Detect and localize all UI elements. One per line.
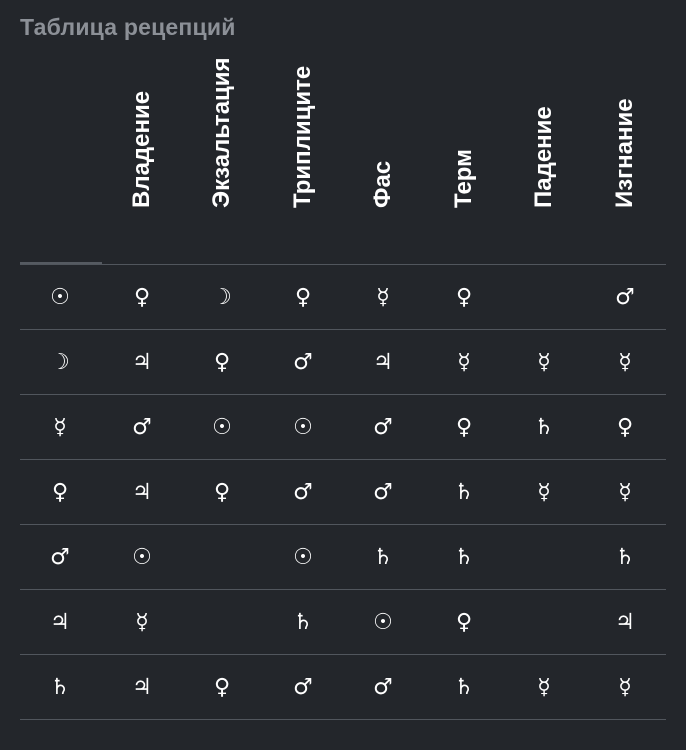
jupiter-icon: ♃ — [50, 609, 70, 635]
table-cell: ♄ — [293, 609, 313, 635]
table-header — [0, 57, 686, 264]
mercury-icon: ☿ — [53, 414, 67, 440]
mars-icon: ♂ — [50, 544, 70, 570]
table-cell: ♂ — [293, 674, 313, 700]
col-header-label: Фас — [369, 160, 396, 208]
table-cell: ♂ — [373, 414, 393, 440]
table-cell: ♀ — [213, 479, 231, 505]
table-cell: ♃ — [132, 349, 152, 375]
table-row — [20, 394, 666, 459]
table-cell: ♄ — [454, 479, 474, 505]
table-cell: ♀ — [455, 609, 473, 635]
table-cell: ♀ — [455, 284, 473, 310]
table-cell: ☿ — [618, 349, 632, 375]
table-cell: ♀ — [616, 414, 634, 440]
table-cell: ♄ — [373, 544, 393, 570]
table-row — [20, 264, 666, 329]
col-header-label: Экзальтация — [208, 57, 235, 208]
reception-table — [20, 264, 666, 720]
col-header-label: Падение — [530, 106, 557, 208]
table-cell: ♀ — [213, 349, 231, 375]
table-cell: ♀ — [455, 414, 473, 440]
saturn-icon: ♄ — [50, 674, 70, 700]
table-cell: ♃ — [132, 479, 152, 505]
table-cell: ♀ — [213, 674, 231, 700]
col-header-label: Изгнание — [611, 98, 638, 208]
table-cell: ☉ — [293, 414, 313, 440]
table-cell: ☿ — [618, 674, 632, 700]
table-row — [20, 329, 666, 394]
moon-icon: ☽ — [50, 349, 70, 375]
table-cell: ☉ — [373, 609, 393, 635]
table-cell: ♄ — [534, 414, 554, 440]
col-header-term — [424, 149, 504, 236]
table-cell: ☉ — [132, 544, 152, 570]
table-cell: ☿ — [537, 349, 551, 375]
table-cell: ♄ — [454, 544, 474, 570]
table-cell: ♂ — [615, 284, 635, 310]
table-row — [20, 459, 666, 524]
table-cell: ☉ — [212, 414, 232, 440]
table-cell: ♀ — [294, 284, 312, 310]
table-cell: ☉ — [293, 544, 313, 570]
table-cell: ☿ — [135, 609, 149, 635]
table-cell: ♂ — [132, 414, 152, 440]
table-cell: ☿ — [618, 479, 632, 505]
table-cell: ♂ — [293, 349, 313, 375]
table-cell — [182, 590, 262, 654]
table-cell: ♃ — [373, 349, 393, 375]
table-cell: ♂ — [373, 674, 393, 700]
col-header-label: Триплиците — [289, 65, 316, 208]
table-cell: ♃ — [615, 609, 635, 635]
table-cell: ☽ — [212, 284, 232, 310]
table-cell — [504, 590, 584, 654]
venus-icon: ♀ — [51, 479, 69, 505]
table-cell: ♃ — [132, 674, 152, 700]
table-cell: ♀ — [133, 284, 151, 310]
table-cell: ♄ — [615, 544, 635, 570]
col-header-detriment — [585, 98, 665, 236]
table-cell: ♂ — [293, 479, 313, 505]
table-row — [20, 654, 666, 720]
table-cell: ☿ — [376, 284, 390, 310]
sun-icon: ☉ — [50, 284, 70, 310]
table-row — [20, 589, 666, 654]
col-header-exaltation — [182, 57, 262, 236]
table-cell: ☿ — [537, 479, 551, 505]
table-cell: ♂ — [373, 479, 393, 505]
table-row — [20, 524, 666, 589]
table-cell: ♄ — [454, 674, 474, 700]
col-header-label: Владение — [128, 90, 155, 208]
col-header-ownership — [102, 90, 182, 236]
page-title: Таблица рецепций — [20, 14, 236, 40]
col-header-face — [343, 160, 423, 236]
table-cell — [504, 525, 584, 589]
table-cell — [182, 525, 262, 589]
col-header-fall — [504, 106, 584, 236]
table-cell — [504, 265, 584, 329]
col-header-label: Терм — [450, 149, 477, 208]
table-cell: ☿ — [457, 349, 471, 375]
table-cell: ☿ — [537, 674, 551, 700]
col-header-triplicity — [263, 65, 343, 236]
